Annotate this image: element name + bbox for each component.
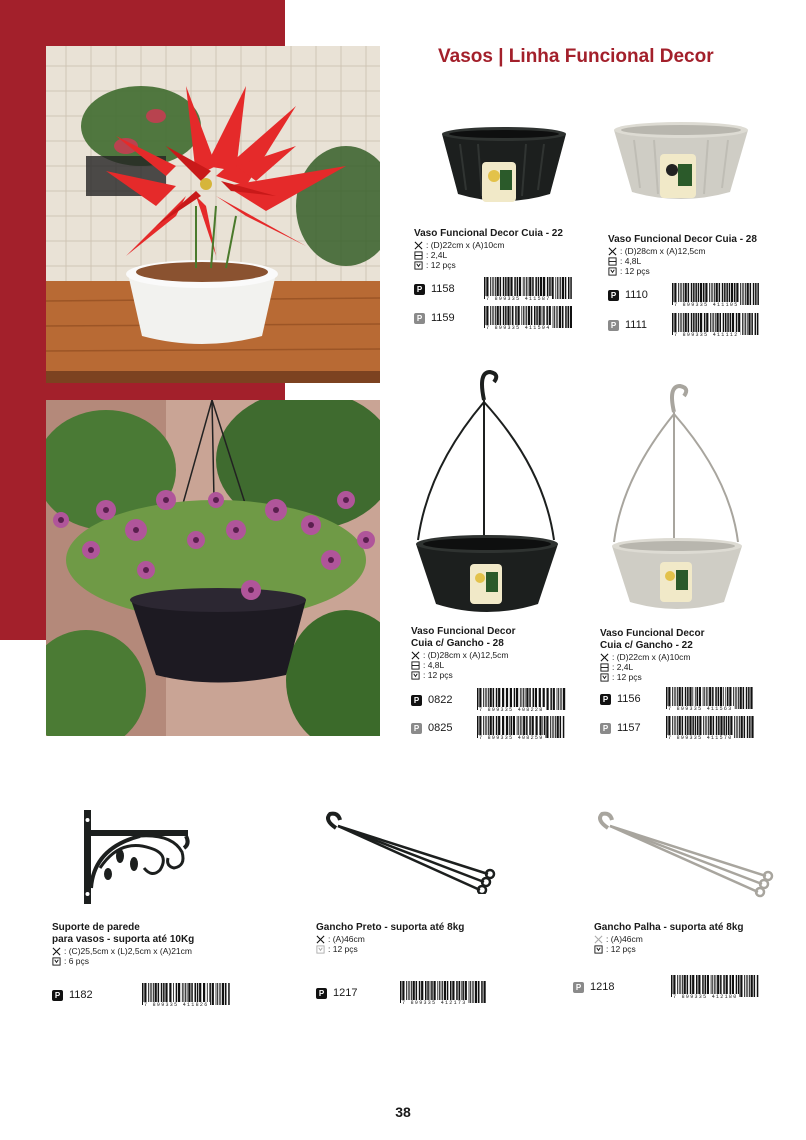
product-image-hook-black bbox=[320, 810, 498, 894]
barcode-bar bbox=[757, 283, 759, 305]
barcode-bar bbox=[570, 306, 572, 328]
product-info-hook-black bbox=[316, 922, 464, 954]
barcode-bar bbox=[472, 981, 473, 1003]
p-badge-icon: P bbox=[608, 290, 619, 301]
volume-icon bbox=[414, 251, 423, 260]
barcode-bar bbox=[559, 306, 561, 328]
barcode-bar bbox=[746, 687, 748, 709]
barcode bbox=[665, 687, 757, 711]
spec-dimensions bbox=[316, 934, 464, 944]
barcode-bar bbox=[212, 983, 214, 1005]
barcode-bar bbox=[736, 716, 737, 738]
barcode-number: 7 899335 411594 bbox=[486, 325, 551, 331]
barcode bbox=[476, 688, 568, 712]
barcode-bar bbox=[555, 277, 556, 299]
barcode-bar bbox=[556, 306, 557, 328]
dimensions-icon bbox=[52, 947, 61, 956]
pack-text: : 12 pçs bbox=[620, 266, 650, 276]
box-icon bbox=[608, 267, 617, 276]
barcode-bar bbox=[742, 283, 743, 305]
product-code: 1159 bbox=[431, 312, 455, 324]
spec-pack bbox=[316, 944, 464, 954]
product-code: 1218 bbox=[590, 981, 615, 993]
barcode-bar bbox=[568, 277, 570, 299]
volume-icon bbox=[411, 661, 420, 670]
barcode-number: 7 899335 411826 bbox=[144, 1002, 209, 1008]
barcode-bar bbox=[561, 688, 562, 710]
product-info-cuia-28 bbox=[608, 234, 757, 276]
barcode-bar bbox=[747, 313, 748, 335]
barcode-bar bbox=[740, 283, 741, 305]
barcode-bar bbox=[747, 716, 749, 738]
barcode-bar bbox=[553, 716, 554, 738]
page-number: 38 bbox=[395, 1104, 411, 1120]
product-image-cuia-28-straw bbox=[610, 118, 752, 208]
product-code: 0822 bbox=[428, 694, 453, 706]
barcode-bar bbox=[481, 981, 483, 1003]
barcode-bar bbox=[743, 687, 745, 709]
product-code: 1156 bbox=[617, 693, 641, 705]
product-code: 1157 bbox=[617, 722, 641, 734]
dimensions-icon bbox=[608, 247, 617, 256]
spec-dimensions bbox=[608, 246, 757, 256]
product-image-cuia-22-black bbox=[438, 124, 570, 210]
barcode-bar bbox=[735, 687, 736, 709]
dimensions-icon bbox=[600, 653, 609, 662]
barcode-number: 7 899335 412180 bbox=[673, 994, 738, 1000]
pack-text: : 12 pçs bbox=[426, 260, 456, 270]
spec-pack bbox=[600, 672, 704, 682]
dimensions-text: : (D)28cm x (A)12,5cm bbox=[423, 650, 509, 660]
barcode-bar bbox=[741, 716, 743, 738]
product-info-wall-bracket bbox=[52, 922, 194, 966]
barcode-bar bbox=[568, 306, 570, 328]
dimensions-text: : (A)46cm bbox=[328, 934, 365, 944]
barcode-bar bbox=[751, 313, 753, 335]
barcode-bar bbox=[750, 687, 752, 709]
barcode bbox=[665, 716, 757, 740]
barcode-bar bbox=[751, 716, 753, 738]
barcode bbox=[476, 716, 568, 740]
barcode-bar bbox=[747, 283, 749, 305]
barcode-bar bbox=[557, 716, 559, 738]
volume-text: : 2,4L bbox=[612, 662, 634, 672]
barcode-bar bbox=[478, 981, 480, 1003]
spec-volume bbox=[414, 250, 563, 260]
product-info-gancho-22 bbox=[600, 628, 704, 682]
barcode-bar bbox=[558, 688, 559, 710]
barcode-number: 7 899335 408259 bbox=[479, 735, 544, 741]
barcode-number: 7 899335 411563 bbox=[668, 706, 733, 712]
barcode-bar bbox=[560, 277, 561, 299]
barcode-bar bbox=[734, 716, 735, 738]
photo-poinsettia bbox=[46, 46, 380, 383]
p-badge-icon: P bbox=[411, 695, 422, 706]
barcode-bar bbox=[222, 983, 224, 1005]
product-name-line-1: Vaso Funcional Decor bbox=[411, 626, 516, 637]
product-image-wall-bracket bbox=[80, 808, 192, 906]
barcode-bar bbox=[219, 983, 220, 1005]
barcode-bar bbox=[552, 716, 553, 738]
product-info-cuia-22 bbox=[414, 228, 563, 270]
pack-text: : 12 pçs bbox=[612, 672, 642, 682]
barcode-bar bbox=[744, 716, 746, 738]
barcode-bar bbox=[555, 716, 556, 738]
code-row bbox=[411, 688, 568, 712]
barcode-bar bbox=[469, 981, 470, 1003]
barcode-bar bbox=[563, 688, 565, 710]
code-row bbox=[608, 283, 763, 307]
barcode-bar bbox=[565, 306, 567, 328]
barcode-bar bbox=[557, 688, 558, 710]
barcode bbox=[141, 983, 233, 1007]
dimensions-text: : (D)22cm x (A)10cm bbox=[426, 240, 505, 250]
barcode-bar bbox=[750, 283, 752, 305]
spec-volume bbox=[411, 660, 515, 670]
barcode-bar bbox=[749, 716, 751, 738]
barcode-bar bbox=[553, 306, 554, 328]
barcode-bar bbox=[217, 983, 218, 1005]
barcode bbox=[671, 313, 763, 337]
code-row bbox=[573, 975, 762, 999]
barcode-bar bbox=[560, 688, 561, 710]
code-row bbox=[600, 687, 757, 711]
barcode-bar bbox=[553, 688, 555, 710]
product-name: Vaso Funcional Decor Cuia - 28 bbox=[608, 234, 757, 245]
barcode-bar bbox=[562, 277, 564, 299]
barcode bbox=[671, 283, 763, 307]
barcode-bar bbox=[744, 313, 745, 335]
box-icon bbox=[600, 673, 609, 682]
barcode-bar bbox=[484, 981, 486, 1003]
barcode-bar bbox=[747, 975, 748, 997]
barcode-bar bbox=[757, 313, 759, 335]
product-info-gancho-28 bbox=[411, 626, 515, 680]
code-row bbox=[414, 277, 575, 301]
box-icon bbox=[411, 671, 420, 680]
product-name-line-2: Cuia c/ Gancho - 22 bbox=[600, 640, 693, 651]
product-name-line-2: Cuia c/ Gancho - 28 bbox=[411, 638, 504, 649]
box-icon bbox=[414, 261, 423, 270]
barcode-bar bbox=[740, 975, 742, 997]
barcode-bar bbox=[228, 983, 230, 1005]
p-badge-icon: P bbox=[600, 694, 611, 705]
barcode-bar bbox=[552, 277, 554, 299]
barcode-bar bbox=[751, 975, 753, 997]
product-image-hook-straw bbox=[592, 810, 776, 898]
volume-text: : 4,8L bbox=[620, 256, 642, 266]
photo-hanging-petunias bbox=[46, 400, 380, 736]
barcode-bar bbox=[565, 277, 567, 299]
volume-text: : 2,4L bbox=[426, 250, 448, 260]
dimensions-icon bbox=[594, 935, 603, 944]
barcode-bar bbox=[546, 716, 548, 738]
barcode-bar bbox=[757, 975, 759, 997]
p-badge-icon: P bbox=[600, 723, 611, 734]
barcode-bar bbox=[216, 983, 217, 1005]
product-image-gancho-22-straw bbox=[608, 382, 746, 618]
barcode-number: 7 899335 411105 bbox=[674, 302, 739, 308]
barcode-bar bbox=[748, 687, 750, 709]
spec-dimensions bbox=[52, 946, 194, 956]
barcode-bar bbox=[209, 983, 211, 1005]
barcode-bar bbox=[736, 687, 737, 709]
barcode-bar bbox=[550, 716, 551, 738]
dimensions-text: : (A)46cm bbox=[606, 934, 643, 944]
barcode-bar bbox=[755, 313, 757, 335]
barcode-bar bbox=[754, 975, 756, 997]
code-row bbox=[316, 981, 491, 1005]
p-badge-icon: P bbox=[52, 990, 63, 1001]
product-name: Gancho Preto - suporta até 8kg bbox=[316, 922, 465, 933]
barcode-bar bbox=[557, 306, 558, 328]
barcode-bar bbox=[744, 975, 745, 997]
barcode-bar bbox=[563, 716, 565, 738]
dimensions-icon bbox=[411, 651, 420, 660]
barcode-bar bbox=[473, 981, 474, 1003]
spec-pack bbox=[594, 944, 743, 954]
box-icon bbox=[594, 945, 603, 954]
barcode-bar bbox=[740, 687, 742, 709]
spec-dimensions bbox=[594, 934, 743, 944]
barcode bbox=[399, 981, 491, 1005]
barcode-bar bbox=[755, 283, 757, 305]
barcode-bar bbox=[550, 688, 552, 710]
barcode-bar bbox=[749, 975, 750, 997]
barcode-bar bbox=[738, 687, 739, 709]
pack-text: : 12 pçs bbox=[423, 670, 453, 680]
dimensions-icon bbox=[316, 935, 325, 944]
barcode-bar bbox=[743, 283, 744, 305]
volume-icon bbox=[608, 257, 617, 266]
dimensions-text: : (D)28cm x (A)12,5cm bbox=[620, 246, 706, 256]
barcode-bar bbox=[753, 283, 755, 305]
barcode-bar bbox=[570, 277, 572, 299]
spec-pack bbox=[411, 670, 515, 680]
p-badge-icon: P bbox=[573, 982, 584, 993]
dimensions-text: : (C)25,5cm x (L)2,5cm x (A)21cm bbox=[64, 946, 192, 956]
barcode-bar bbox=[745, 283, 746, 305]
volume-icon bbox=[600, 663, 609, 672]
p-badge-icon: P bbox=[411, 723, 422, 734]
product-code: 1111 bbox=[625, 319, 648, 331]
product-image-gancho-28-black bbox=[412, 368, 562, 622]
product-info-hook-straw bbox=[594, 922, 743, 954]
barcode-bar bbox=[470, 981, 471, 1003]
product-name: Vaso Funcional Decor Cuia - 22 bbox=[414, 228, 563, 239]
barcode-bar bbox=[745, 313, 746, 335]
product-name-line-2: para vasos - suporta até 10Kg bbox=[52, 934, 195, 945]
code-row bbox=[608, 313, 763, 337]
spec-volume bbox=[608, 256, 757, 266]
barcode-bar bbox=[560, 716, 562, 738]
barcode-bar bbox=[748, 313, 750, 335]
barcode bbox=[670, 975, 762, 999]
barcode-bar bbox=[547, 688, 549, 710]
barcode-bar bbox=[225, 983, 227, 1005]
spec-pack bbox=[608, 266, 757, 276]
dimensions-icon bbox=[414, 241, 423, 250]
box-icon bbox=[316, 945, 325, 954]
barcode-number: 7 899335 411587 bbox=[486, 296, 551, 302]
spec-dimensions bbox=[414, 240, 563, 250]
spec-pack bbox=[414, 260, 563, 270]
spec-pack bbox=[52, 956, 194, 966]
code-row bbox=[414, 306, 575, 330]
product-code: 1182 bbox=[69, 989, 93, 1001]
product-name-line-1: Suporte de parede bbox=[52, 922, 140, 933]
page-title: Vasos | Linha Funcional Decor bbox=[438, 46, 714, 67]
barcode-number: 7 899335 411570 bbox=[668, 735, 733, 741]
barcode-bar bbox=[562, 306, 564, 328]
product-code: 1158 bbox=[431, 283, 455, 295]
barcode-bar bbox=[220, 983, 221, 1005]
barcode-number: 7 899335 408228 bbox=[479, 707, 544, 713]
barcode-bar bbox=[739, 716, 740, 738]
product-code: 1110 bbox=[625, 289, 648, 301]
barcode-number: 7 899335 412173 bbox=[402, 1000, 467, 1006]
spec-dimensions bbox=[600, 652, 704, 662]
barcode-bar bbox=[742, 313, 743, 335]
code-row bbox=[52, 983, 233, 1007]
volume-text: : 4,8L bbox=[423, 660, 445, 670]
p-badge-icon: P bbox=[414, 284, 425, 295]
p-badge-icon: P bbox=[414, 313, 425, 324]
dimensions-text: : (D)22cm x (A)10cm bbox=[612, 652, 691, 662]
barcode-bar bbox=[746, 975, 747, 997]
code-row bbox=[600, 716, 757, 740]
product-name-line-1: Vaso Funcional Decor bbox=[600, 628, 705, 639]
product-name: Gancho Palha - suporta até 8kg bbox=[594, 922, 744, 933]
product-code: 0825 bbox=[428, 722, 453, 734]
barcode-bar bbox=[557, 277, 558, 299]
p-badge-icon: P bbox=[316, 988, 327, 999]
pack-text: : 12 pçs bbox=[606, 944, 636, 954]
barcode-bar bbox=[737, 716, 738, 738]
pack-text: : 6 pçs bbox=[64, 956, 90, 966]
pack-text: : 12 pçs bbox=[328, 944, 358, 954]
p-badge-icon: P bbox=[608, 320, 619, 331]
barcode bbox=[483, 277, 575, 301]
barcode-bar bbox=[475, 981, 477, 1003]
box-icon bbox=[52, 957, 61, 966]
spec-volume bbox=[600, 662, 704, 672]
product-code: 1217 bbox=[333, 987, 358, 999]
spec-dimensions bbox=[411, 650, 515, 660]
barcode bbox=[483, 306, 575, 330]
code-row bbox=[411, 716, 568, 740]
barcode-number: 7 899335 411112 bbox=[674, 332, 739, 338]
barcode-bar bbox=[554, 306, 555, 328]
barcode-bar bbox=[559, 277, 560, 299]
